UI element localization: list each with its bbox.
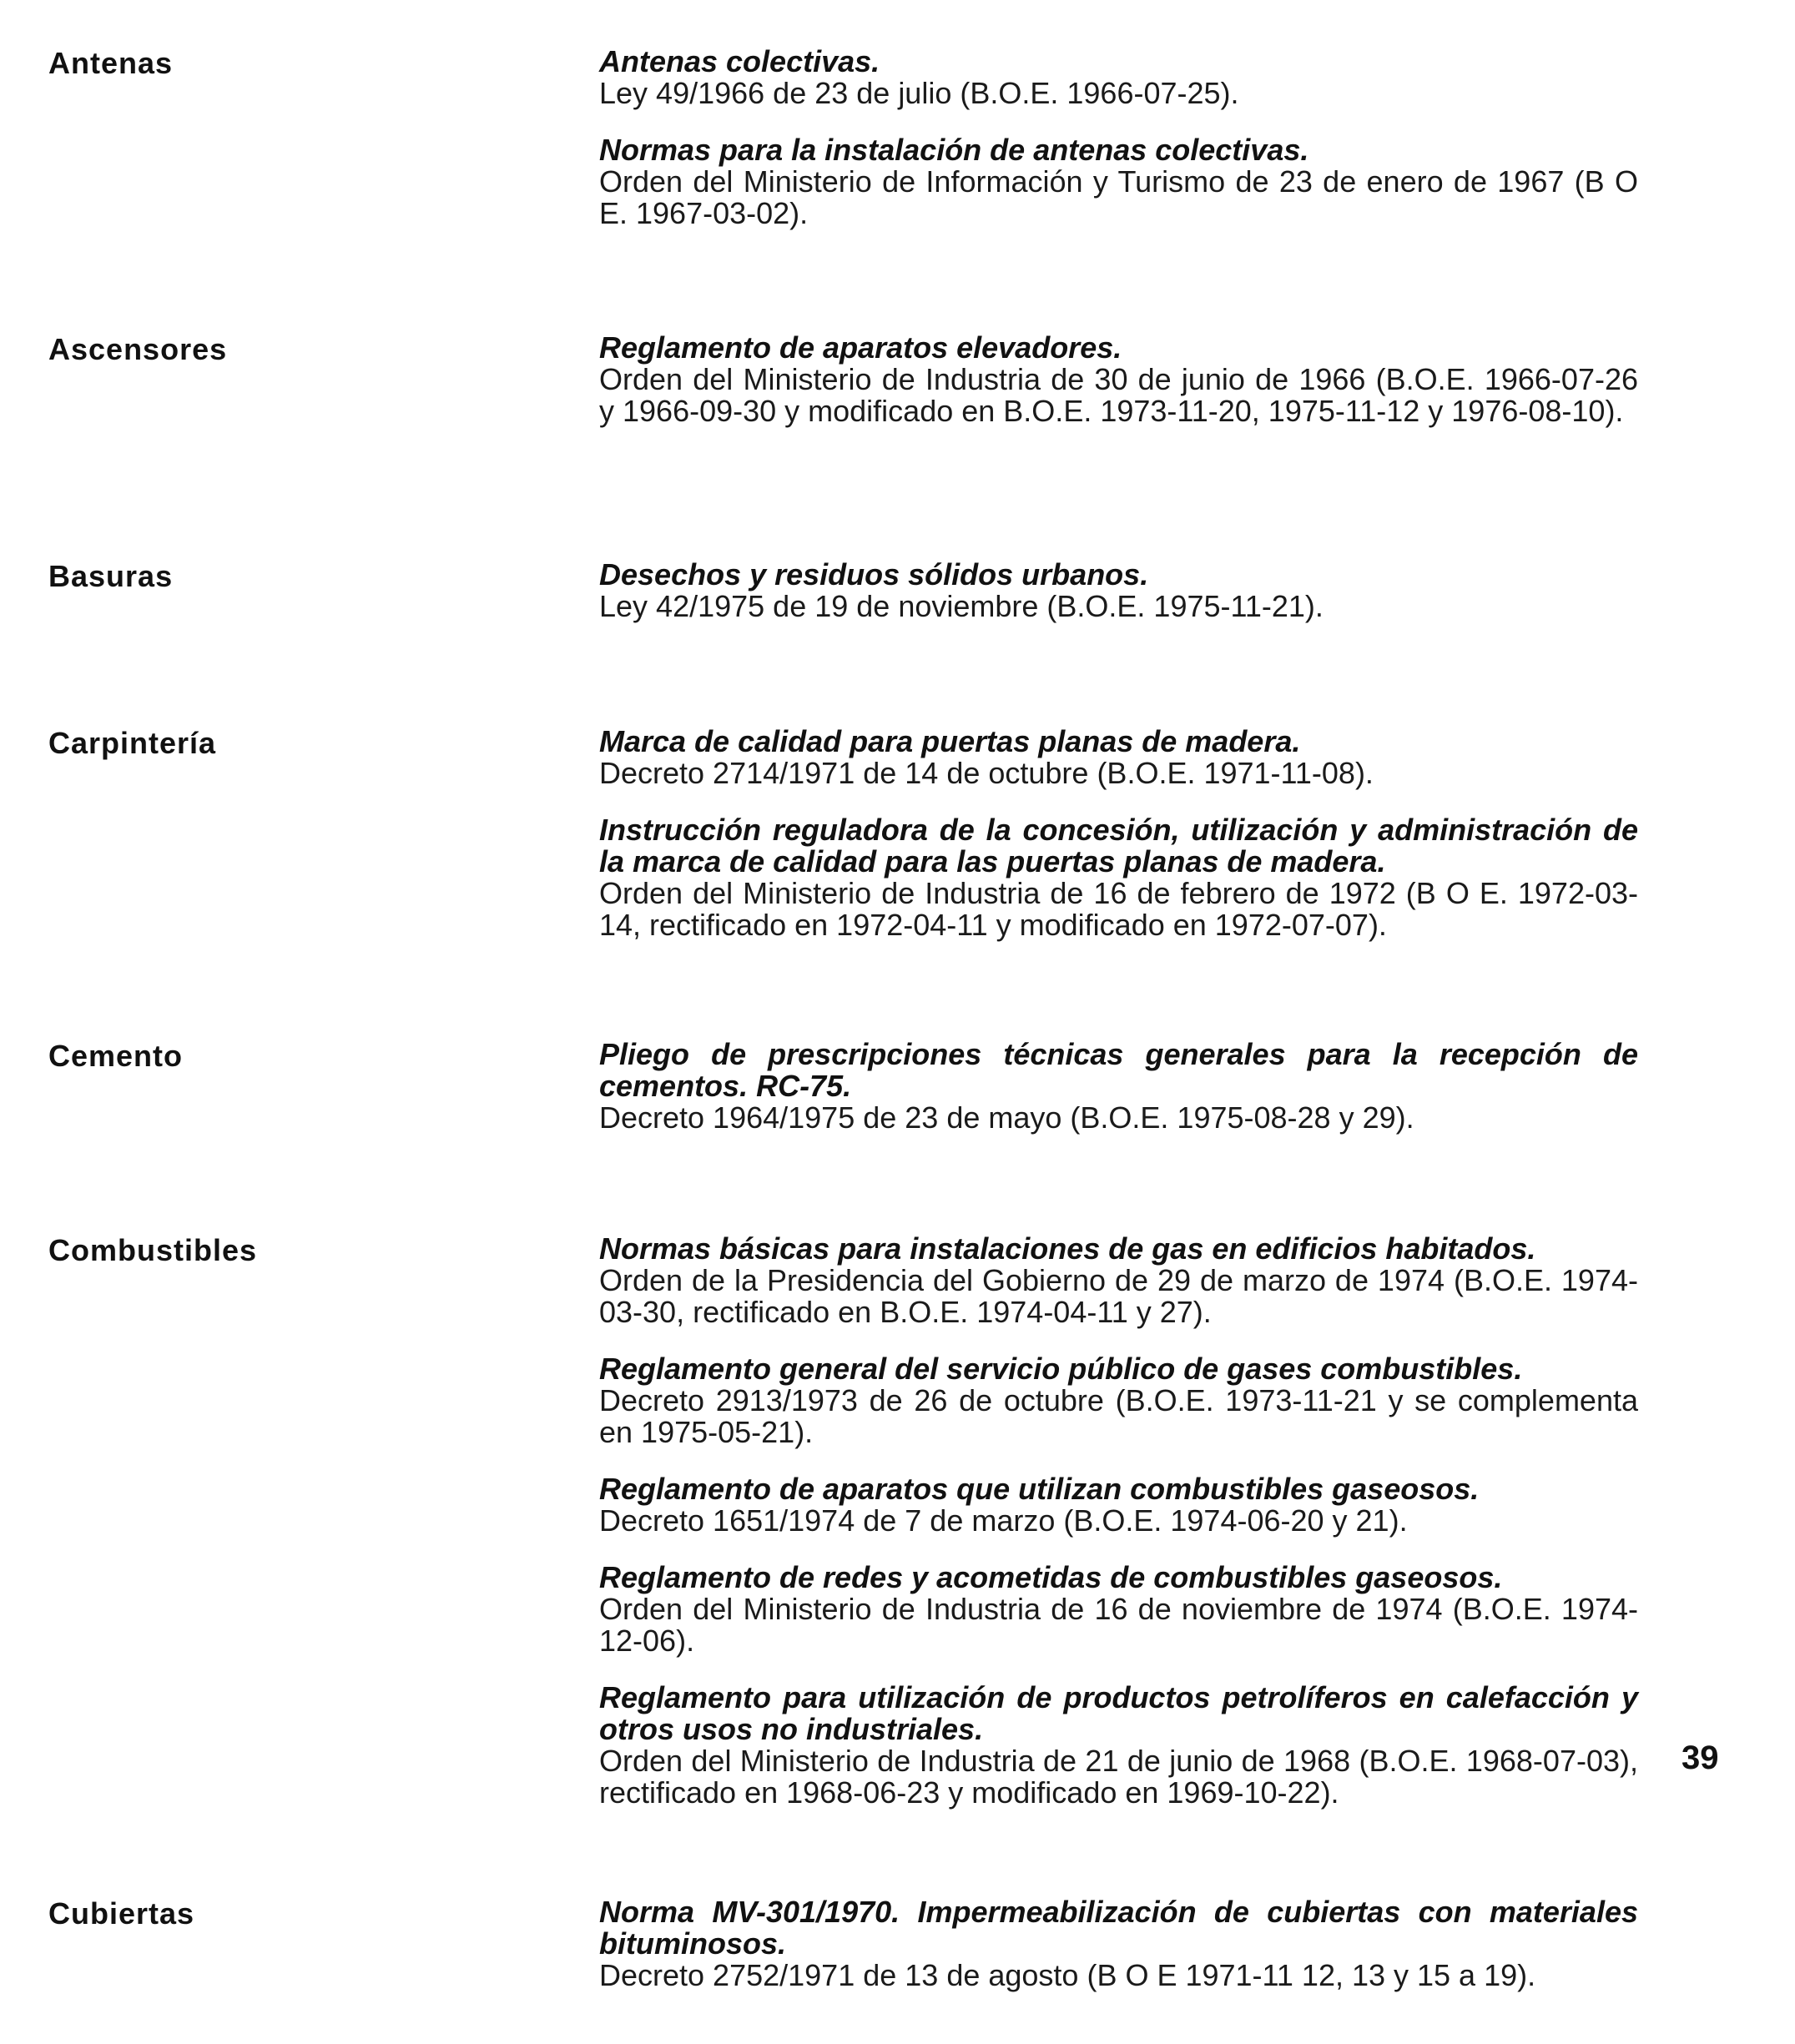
entry-list	[599, 559, 1638, 647]
regulation-reference: Decreto 2752/1971 de 13 de agosto (B O E 1971-11 12, 13 y 15 a 19).	[599, 1958, 1536, 1992]
entry-list	[599, 1039, 1638, 1159]
entry-list	[599, 1233, 1638, 1834]
regulation-title: Normas para la instalación de antenas colectivas.	[599, 133, 1309, 167]
regulation-entry	[599, 559, 1638, 622]
regulation-reference: Orden de la Presidencia del Gobierno de 29 de marzo de 1974 (B.O.E. 1974-03-30, rectificado en B.O.E. 1974-04-11 y 27).	[599, 1263, 1638, 1329]
regulation-reference: Ley 49/1966 de 23 de julio (B.O.E. 1966-07-25).	[599, 76, 1239, 110]
regulation-entry	[599, 1896, 1638, 1991]
category-label: Cemento	[48, 1039, 184, 1073]
regulation-entry	[599, 1473, 1638, 1537]
regulation-entry	[599, 134, 1638, 229]
regulation-entry	[599, 1562, 1638, 1657]
entry-list	[599, 726, 1638, 966]
regulation-reference: Orden del Ministerio de Industria de 16 de febrero de 1972 (B O E. 1972-03-14, rectificado en 1972-04-11 y modificado en 1972-07-07).	[599, 876, 1638, 942]
regulation-entry	[599, 1682, 1638, 1809]
regulation-reference: Decreto 1964/1975 de 23 de mayo (B.O.E. 1975-08-28 y 29).	[599, 1100, 1414, 1135]
regulation-reference: Orden del Ministerio de Información y Turismo de 23 de enero de 1967 (B O E. 1967-03-02).	[599, 164, 1638, 230]
category-label: Basuras	[48, 559, 174, 593]
regulation-reference: Ley 42/1975 de 19 de noviembre (B.O.E. 1975-11-21).	[599, 589, 1324, 623]
regulation-reference: Orden del Ministerio de Industria de 16 de noviembre de 1974 (B.O.E. 1974-12-06).	[599, 1592, 1638, 1658]
regulation-entry	[599, 726, 1638, 789]
regulation-entry	[599, 332, 1638, 427]
category-label: Cubiertas	[48, 1896, 195, 1931]
category-label: Ascensores	[48, 332, 228, 366]
regulation-title: Normas básicas para instalaciones de gas en edificios habitados.	[599, 1231, 1536, 1266]
regulation-entry	[599, 1353, 1638, 1448]
entry-list	[599, 1896, 1638, 2016]
regulation-entry	[599, 1039, 1638, 1134]
regulation-title: Reglamento de redes y acometidas de combustibles gaseosos.	[599, 1560, 1503, 1594]
regulation-title: Marca de calidad para puertas planas de madera.	[599, 724, 1301, 758]
regulation-title: Reglamento de aparatos que utilizan combustibles gaseosos.	[599, 1472, 1480, 1506]
regulation-title: Desechos y residuos sólidos urbanos.	[599, 557, 1149, 592]
regulation-title: Pliego de prescripciones técnicas generales para la recepción de cementos. RC-75.	[599, 1037, 1638, 1103]
regulation-title: Instrucción reguladora de la concesión, utilización y administración de la marca de calidad para las puertas planas de madera.	[599, 813, 1638, 879]
category-label: Antenas	[48, 46, 174, 80]
regulation-title: Reglamento de aparatos elevadores.	[599, 330, 1122, 365]
entry-list	[599, 332, 1638, 452]
regulation-reference: Decreto 2714/1971 de 14 de octubre (B.O.E. 1971-11-08).	[599, 756, 1374, 790]
regulation-reference: Decreto 1651/1974 de 7 de marzo (B.O.E. 1974-06-20 y 21).	[599, 1503, 1408, 1538]
category-label: Carpintería	[48, 726, 217, 760]
regulation-entry	[599, 1233, 1638, 1328]
regulation-title: Reglamento para utilización de productos petrolíferos en calefacción y otros usos no industriales.	[599, 1680, 1638, 1746]
page-number: 39	[1682, 1739, 1719, 1776]
regulation-reference: Orden del Ministerio de Industria de 30 de junio de 1966 (B.O.E. 1966-07-26 y 1966-09-30 y modificado en B.O.E. 1973-11-20, 1975-11-12 y 1976-08-10).	[599, 362, 1638, 428]
regulation-title: Norma MV-301/1970. Impermeabilización de cubiertas con materiales bituminosos.	[599, 1895, 1638, 1961]
category-label: Combustibles	[48, 1233, 258, 1267]
regulation-title: Reglamento general del servicio público de gases combustibles.	[599, 1352, 1523, 1386]
regulation-reference: Orden del Ministerio de Industria de 21 de junio de 1968 (B.O.E. 1968-07-03), rectificado en 1968-06-23 y modificado en 1969-10-22).	[599, 1744, 1638, 1810]
regulation-reference: Decreto 2913/1973 de 26 de octubre (B.O.E. 1973-11-21 y se complementa en 1975-05-21).	[599, 1383, 1638, 1449]
regulation-title: Antenas colectivas.	[599, 44, 880, 78]
entry-list	[599, 46, 1638, 254]
regulation-entry	[599, 814, 1638, 941]
regulation-entry	[599, 46, 1638, 109]
